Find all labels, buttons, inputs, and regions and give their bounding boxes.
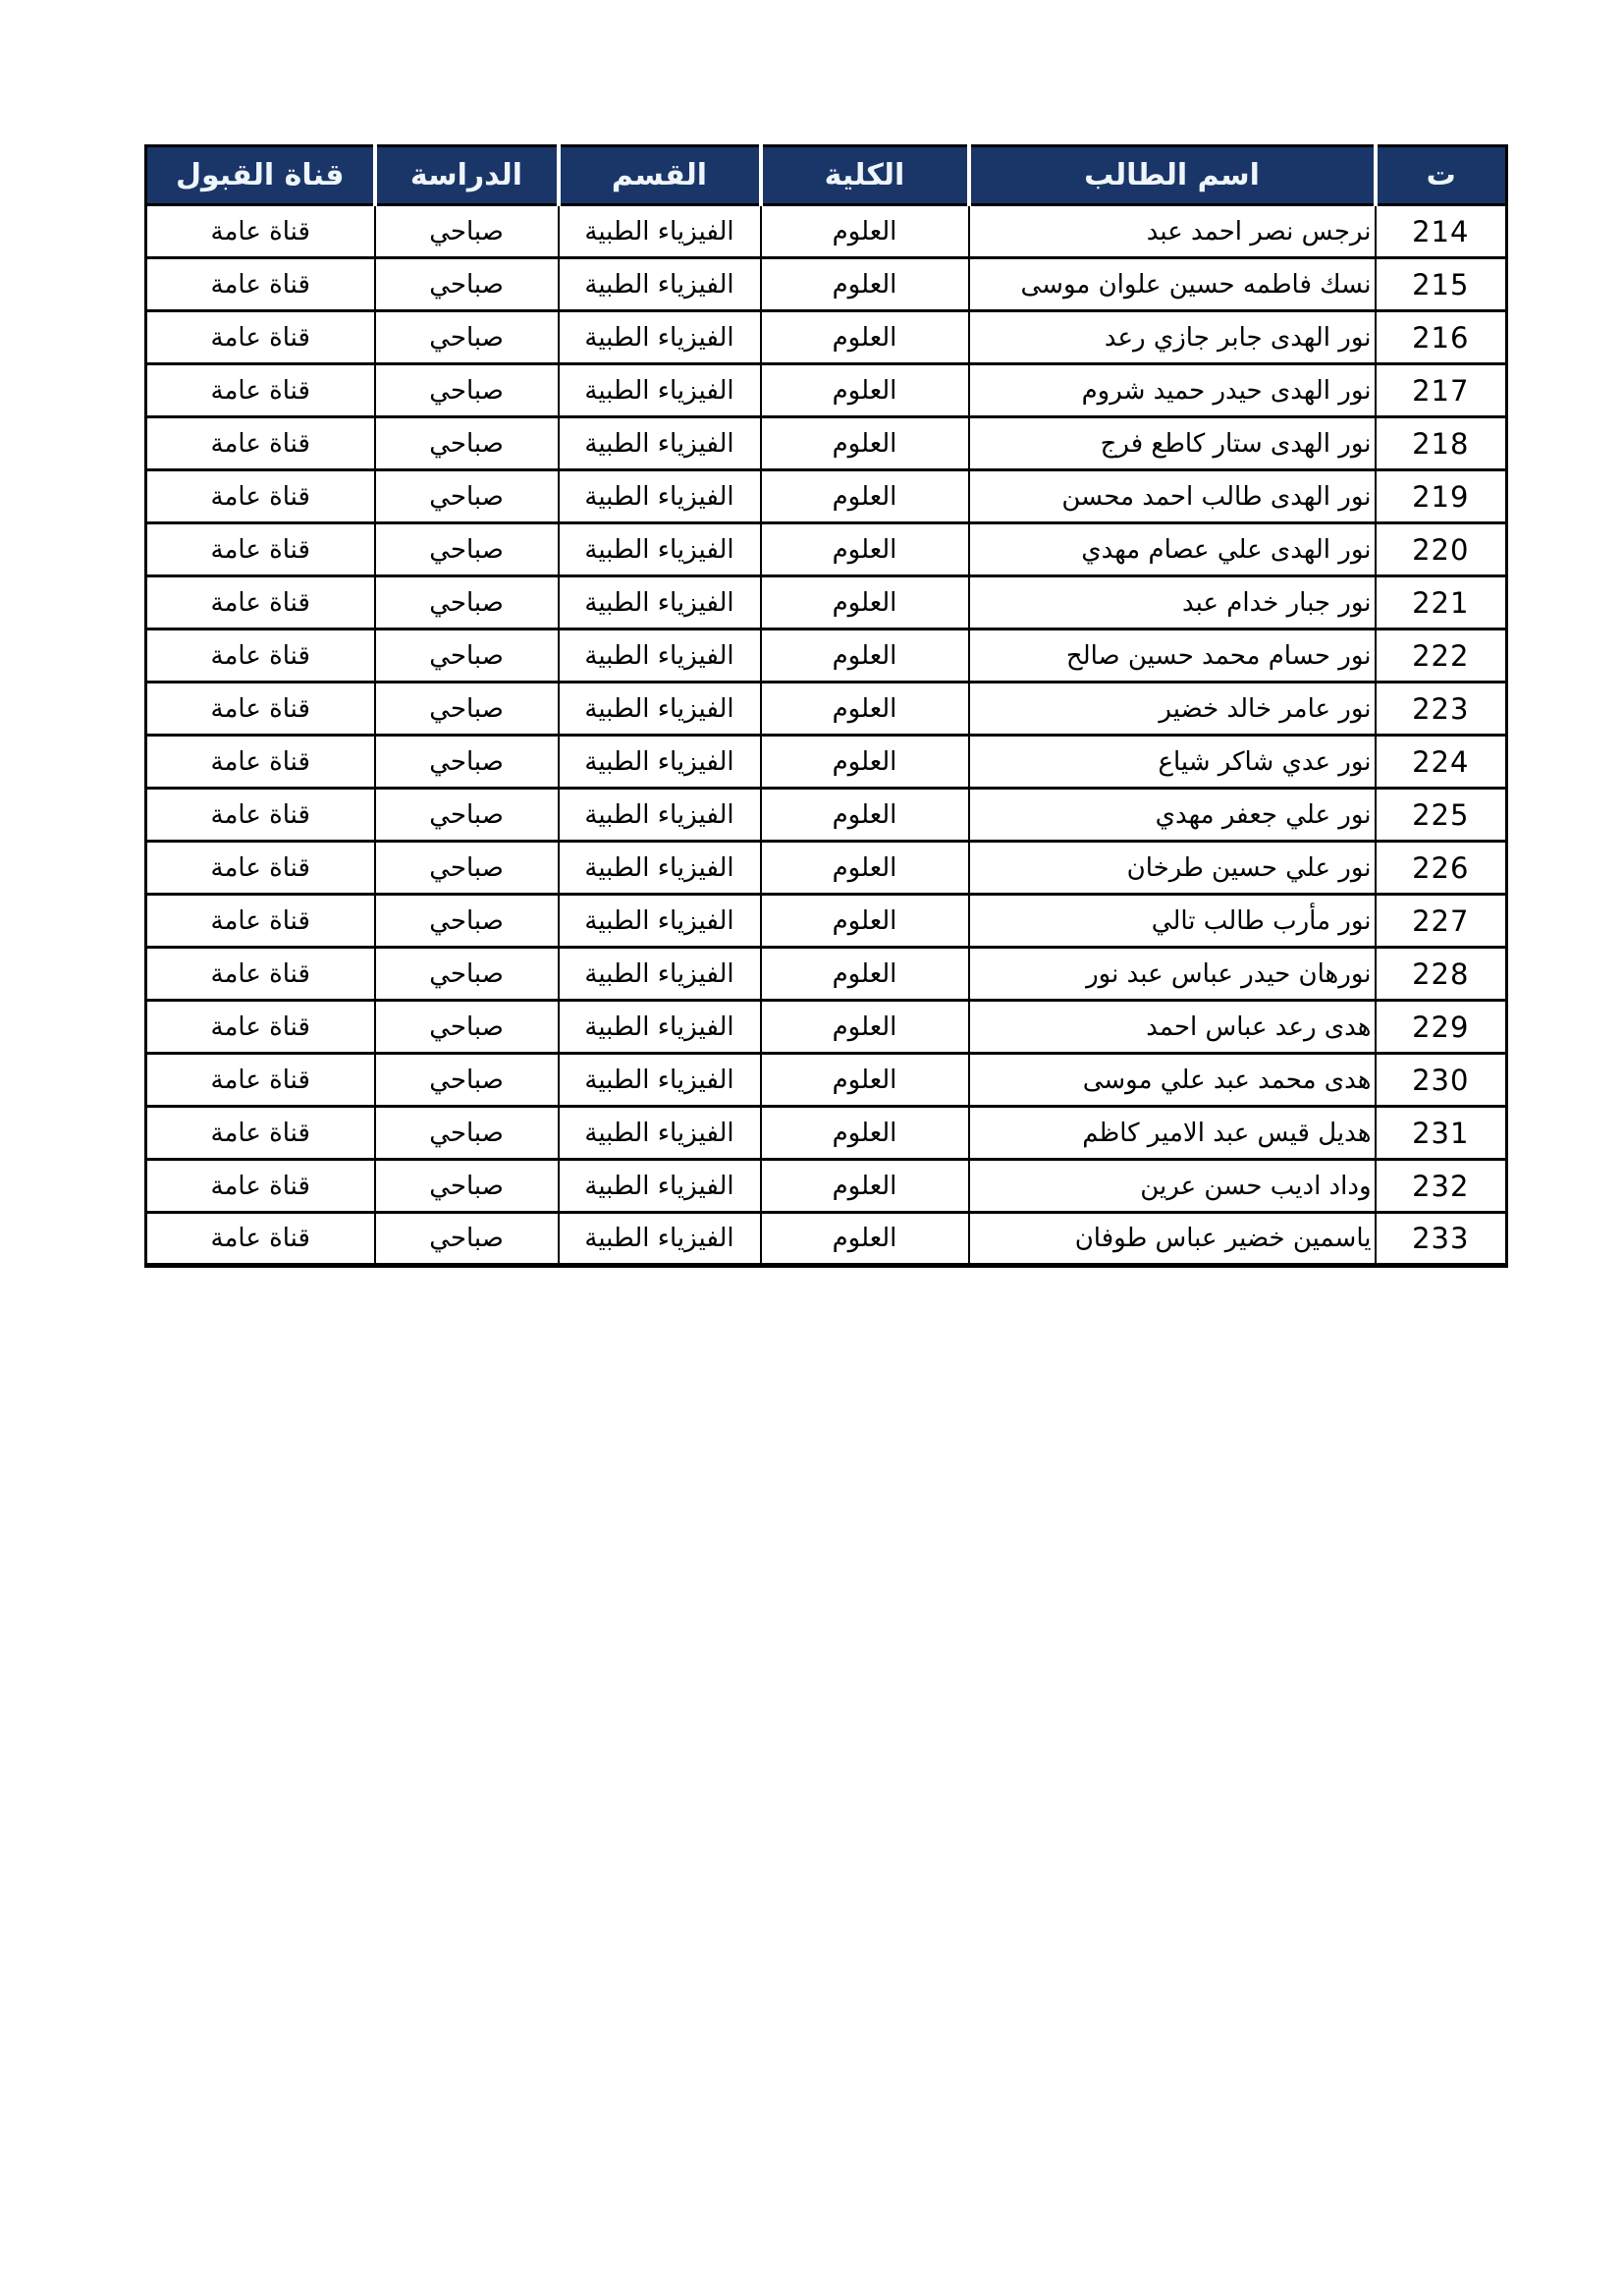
cell-serial: 228 [1376, 948, 1507, 1001]
cell-student-name: وداد اديب حسن عرين [969, 1160, 1376, 1213]
cell-study-type: صباحي [375, 205, 559, 258]
cell-study-type: صباحي [375, 1160, 559, 1213]
cell-serial: 217 [1376, 364, 1507, 417]
table-row [146, 258, 1507, 311]
cell-college: العلوم [761, 258, 969, 311]
cell-department: الفيزياء الطبية [559, 364, 761, 417]
col-header-college: الكلية [761, 146, 969, 205]
cell-student-name: هدى رعد عباس احمد [969, 1001, 1376, 1054]
cell-student-name: نور حسام محمد حسين صالح [969, 629, 1376, 683]
cell-college: العلوم [761, 1107, 969, 1160]
cell-study-type: صباحي [375, 470, 559, 523]
table-body [146, 205, 1507, 1266]
cell-college: العلوم [761, 1001, 969, 1054]
cell-student-name: نور عدي شاكر شياع [969, 736, 1376, 789]
table-row [146, 948, 1507, 1001]
cell-study-type: صباحي [375, 948, 559, 1001]
cell-serial: 214 [1376, 205, 1507, 258]
cell-department: الفيزياء الطبية [559, 523, 761, 576]
cell-college: العلوم [761, 683, 969, 736]
cell-student-name: نور علي حسين طرخان [969, 842, 1376, 895]
cell-department: الفيزياء الطبية [559, 1213, 761, 1266]
cell-department: الفيزياء الطبية [559, 1001, 761, 1054]
cell-serial: 227 [1376, 895, 1507, 948]
cell-department: الفيزياء الطبية [559, 311, 761, 364]
cell-department: الفيزياء الطبية [559, 1160, 761, 1213]
cell-department: الفيزياء الطبية [559, 842, 761, 895]
cell-serial: 221 [1376, 576, 1507, 629]
cell-serial: 232 [1376, 1160, 1507, 1213]
cell-study-type: صباحي [375, 311, 559, 364]
cell-serial: 215 [1376, 258, 1507, 311]
cell-serial: 224 [1376, 736, 1507, 789]
header-row [146, 146, 1507, 205]
table-row [146, 364, 1507, 417]
cell-study-type: صباحي [375, 417, 559, 470]
cell-student-name: نور الهدى علي عصام مهدي [969, 523, 1376, 576]
cell-department: الفيزياء الطبية [559, 948, 761, 1001]
cell-admission-channel: قناة عامة [146, 205, 375, 258]
cell-college: العلوم [761, 1054, 969, 1107]
cell-college: العلوم [761, 842, 969, 895]
table-row [146, 576, 1507, 629]
cell-department: الفيزياء الطبية [559, 895, 761, 948]
col-header-admission-channel: قناة القبول [146, 146, 375, 205]
table-row [146, 629, 1507, 683]
cell-department: الفيزياء الطبية [559, 736, 761, 789]
col-header-study-type: الدراسة [375, 146, 559, 205]
table-header [146, 146, 1507, 205]
table-row [146, 1160, 1507, 1213]
table-row [146, 736, 1507, 789]
cell-student-name: نسك فاطمه حسين علوان موسى [969, 258, 1376, 311]
table-row [146, 1213, 1507, 1266]
cell-college: العلوم [761, 1160, 969, 1213]
cell-college: العلوم [761, 789, 969, 842]
cell-admission-channel: قناة عامة [146, 576, 375, 629]
cell-student-name: نورهان حيدر عباس عبد نور [969, 948, 1376, 1001]
cell-serial: 223 [1376, 683, 1507, 736]
cell-college: العلوم [761, 364, 969, 417]
cell-college: العلوم [761, 417, 969, 470]
table-row [146, 470, 1507, 523]
cell-study-type: صباحي [375, 789, 559, 842]
cell-department: الفيزياء الطبية [559, 470, 761, 523]
cell-serial: 230 [1376, 1054, 1507, 1107]
cell-student-name: نور الهدى جابر جازي رعد [969, 311, 1376, 364]
cell-admission-channel: قناة عامة [146, 789, 375, 842]
cell-college: العلوم [761, 629, 969, 683]
cell-student-name: نور الهدى ستار كاطع فرج [969, 417, 1376, 470]
cell-student-name: نور جبار خدام عبد [969, 576, 1376, 629]
cell-admission-channel: قناة عامة [146, 364, 375, 417]
cell-college: العلوم [761, 205, 969, 258]
cell-serial: 218 [1376, 417, 1507, 470]
cell-study-type: صباحي [375, 258, 559, 311]
cell-admission-channel: قناة عامة [146, 258, 375, 311]
table-row [146, 311, 1507, 364]
table-row [146, 895, 1507, 948]
cell-admission-channel: قناة عامة [146, 1054, 375, 1107]
cell-student-name: هدى محمد عبد علي موسى [969, 1054, 1376, 1107]
cell-study-type: صباحي [375, 629, 559, 683]
cell-serial: 216 [1376, 311, 1507, 364]
table-row [146, 205, 1507, 258]
table-row [146, 417, 1507, 470]
cell-student-name: نور مأرب طالب تالي [969, 895, 1376, 948]
cell-admission-channel: قناة عامة [146, 470, 375, 523]
cell-study-type: صباحي [375, 576, 559, 629]
table-row [146, 523, 1507, 576]
cell-student-name: هديل قيس عبد الامير كاظم [969, 1107, 1376, 1160]
cell-college: العلوم [761, 576, 969, 629]
cell-serial: 233 [1376, 1213, 1507, 1266]
cell-admission-channel: قناة عامة [146, 948, 375, 1001]
cell-admission-channel: قناة عامة [146, 842, 375, 895]
cell-admission-channel: قناة عامة [146, 736, 375, 789]
cell-study-type: صباحي [375, 1001, 559, 1054]
cell-serial: 226 [1376, 842, 1507, 895]
cell-admission-channel: قناة عامة [146, 1213, 375, 1266]
col-header-student-name: اسم الطالب [969, 146, 1376, 205]
cell-serial: 225 [1376, 789, 1507, 842]
cell-serial: 231 [1376, 1107, 1507, 1160]
table-row [146, 1054, 1507, 1107]
cell-student-name: ياسمين خضير عباس طوفان [969, 1213, 1376, 1266]
cell-college: العلوم [761, 1213, 969, 1266]
cell-study-type: صباحي [375, 895, 559, 948]
cell-admission-channel: قناة عامة [146, 895, 375, 948]
cell-college: العلوم [761, 311, 969, 364]
cell-serial: 220 [1376, 523, 1507, 576]
cell-admission-channel: قناة عامة [146, 1107, 375, 1160]
cell-department: الفيزياء الطبية [559, 258, 761, 311]
cell-department: الفيزياء الطبية [559, 576, 761, 629]
table-row [146, 1001, 1507, 1054]
cell-admission-channel: قناة عامة [146, 1160, 375, 1213]
cell-study-type: صباحي [375, 364, 559, 417]
cell-college: العلوم [761, 470, 969, 523]
cell-student-name: نور علي جعفر مهدي [969, 789, 1376, 842]
cell-study-type: صباحي [375, 736, 559, 789]
cell-study-type: صباحي [375, 1107, 559, 1160]
col-header-serial: ت [1376, 146, 1507, 205]
cell-department: الفيزياء الطبية [559, 1054, 761, 1107]
table-row [146, 842, 1507, 895]
cell-serial: 222 [1376, 629, 1507, 683]
cell-serial: 219 [1376, 470, 1507, 523]
cell-department: الفيزياء الطبية [559, 629, 761, 683]
cell-admission-channel: قناة عامة [146, 417, 375, 470]
cell-college: العلوم [761, 736, 969, 789]
table-row [146, 683, 1507, 736]
cell-student-name: نرجس نصر احمد عبد [969, 205, 1376, 258]
cell-student-name: نور عامر خالد خضير [969, 683, 1376, 736]
cell-study-type: صباحي [375, 1213, 559, 1266]
cell-admission-channel: قناة عامة [146, 1001, 375, 1054]
cell-admission-channel: قناة عامة [146, 629, 375, 683]
cell-study-type: صباحي [375, 523, 559, 576]
cell-college: العلوم [761, 895, 969, 948]
cell-admission-channel: قناة عامة [146, 683, 375, 736]
table-row [146, 789, 1507, 842]
cell-department: الفيزياء الطبية [559, 683, 761, 736]
cell-department: الفيزياء الطبية [559, 205, 761, 258]
col-header-department: القسم [559, 146, 761, 205]
cell-department: الفيزياء الطبية [559, 417, 761, 470]
cell-admission-channel: قناة عامة [146, 311, 375, 364]
cell-study-type: صباحي [375, 842, 559, 895]
students-table [144, 144, 1508, 1268]
cell-college: العلوم [761, 948, 969, 1001]
cell-study-type: صباحي [375, 683, 559, 736]
cell-department: الفيزياء الطبية [559, 789, 761, 842]
cell-admission-channel: قناة عامة [146, 523, 375, 576]
cell-student-name: نور الهدى حيدر حميد شروم [969, 364, 1376, 417]
cell-serial: 229 [1376, 1001, 1507, 1054]
cell-department: الفيزياء الطبية [559, 1107, 761, 1160]
table-row [146, 1107, 1507, 1160]
cell-college: العلوم [761, 523, 969, 576]
cell-student-name: نور الهدى طالب احمد محسن [969, 470, 1376, 523]
cell-study-type: صباحي [375, 1054, 559, 1107]
